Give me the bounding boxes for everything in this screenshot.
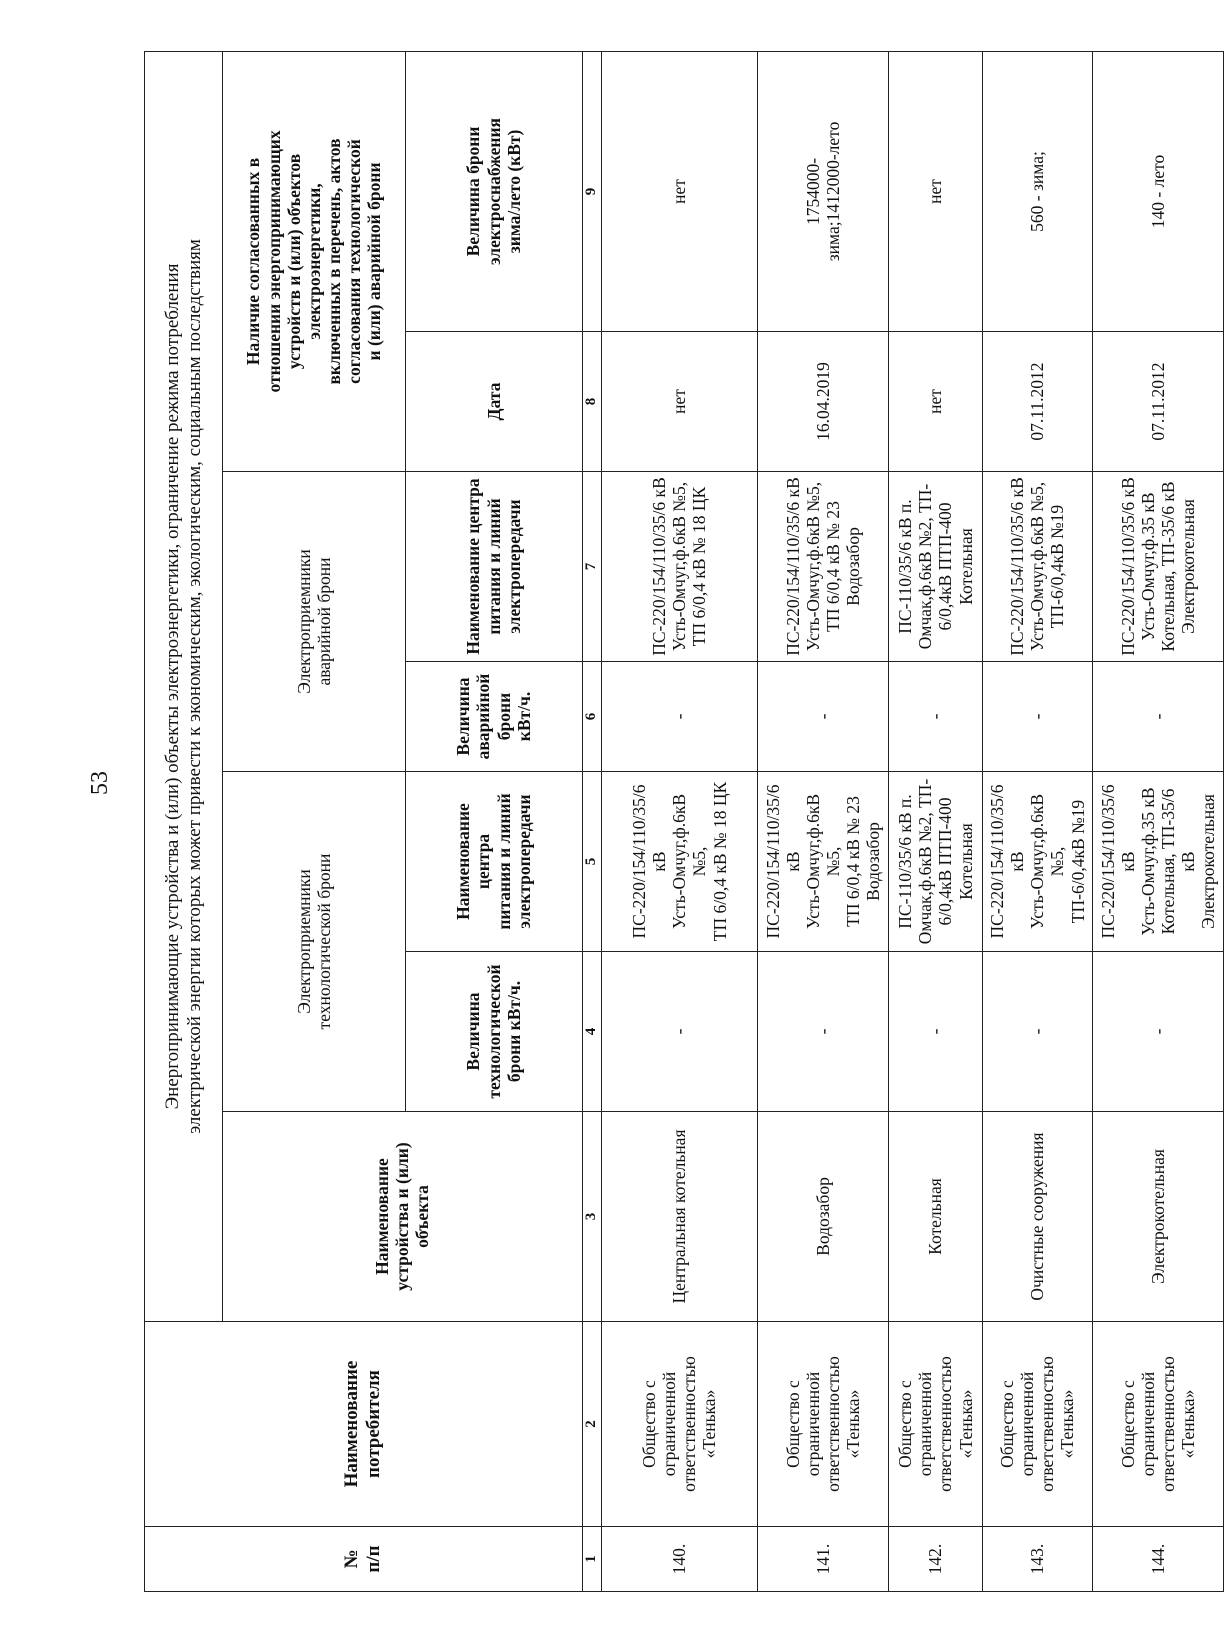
row-tech-center: ПС-220/154/110/35/6 кВ Усть-Омчуг,ф.6кВ №5, ТП 6/0,4 кВ № 23 Водозабор (758, 772, 889, 952)
row-tech-value: - (601, 952, 757, 1112)
row-date: 07.11.2012 (982, 332, 1092, 472)
header-device-name: Наименование устройства и (или) объекта (223, 1112, 583, 1322)
column-number: 4 (582, 952, 601, 1112)
page-number: 53 (87, 771, 113, 795)
energy-consumers-table (144, 51, 1224, 1592)
row-consumer: Общество с ограниченной ответственностью «Тенька» (758, 1322, 889, 1527)
row-device: Центральная котельная (601, 1112, 757, 1322)
row-date: 07.11.2012 (1092, 332, 1223, 472)
row-reserve: нет (601, 51, 757, 331)
row-emerg-value: - (1092, 662, 1223, 772)
rotated-table-container (144, 52, 1224, 1592)
row-tech-value: - (758, 952, 889, 1112)
row-tech-center: ПС-110/35/6 кВ п. Омчак,ф.6кВ №2, ТП- 6/0,4кВ ПТП-400 Котельная (889, 772, 983, 952)
row-reserve: нет (889, 51, 983, 331)
header-num: № п/п (145, 1527, 583, 1592)
row-consumer: Общество с ограниченной ответственностью «Тенька» (601, 1322, 757, 1527)
row-emerg-center: ПС-220/154/110/35/6 кВ Усть-Омчуг,ф.6кВ №5, ТП 6/0,4 кВ № 23 Водозабор (758, 472, 889, 662)
row-emerg-value: - (889, 662, 983, 772)
header-date: Дата (405, 332, 582, 472)
row-tech-value: - (1092, 952, 1223, 1112)
row-num: 140. (601, 1527, 757, 1592)
row-emerg-value: - (982, 662, 1092, 772)
row-emerg-center: ПС-220/154/110/35/6 кВ Усть-Омчуг,ф.6кВ №5, ТП-6/0,4кВ №19 (982, 472, 1092, 662)
row-reserve: 1754000- зима;1412000-лето (758, 51, 889, 331)
row-tech-center: ПС-220/154/110/35/6 кВ Усть-Омчуг,ф.6кВ №5, ТП-6/0,4кВ №19 (982, 772, 1092, 952)
header-main-title: Энергопринимающие устройства и (или) объекты электроэнергетики, ограничение режима потребления электрической энергии которых может привести к экономическим, экологическим, социальным последствиям (145, 51, 223, 1321)
row-tech-center: ПС-220/154/110/35/6 кВ Усть-Омчуг,ф.6кВ №5, ТП 6/0,4 кВ № 18 ЦК (601, 772, 757, 952)
header-tech-center: Наименование центра питания и линий электропередачи (405, 772, 582, 952)
row-reserve: 140 - лето (1092, 51, 1223, 331)
row-device: Котельная (889, 1112, 983, 1322)
row-date: нет (601, 332, 757, 472)
header-emerg-group: Электроприемники аварийной брони (223, 472, 405, 772)
row-tech-value: - (982, 952, 1092, 1112)
header-emerg-value: Величина аварийной брони кВт/ч. (405, 662, 582, 772)
table-row (982, 51, 1092, 1591)
column-number: 8 (582, 332, 601, 472)
row-consumer: Общество с ограниченной ответственностью «Тенька» (889, 1322, 983, 1527)
row-device: Очистные сооружения (982, 1112, 1092, 1322)
row-consumer: Общество с ограниченной ответственностью «Тенька» (1092, 1322, 1223, 1527)
column-number: 7 (582, 472, 601, 662)
table-row (601, 51, 757, 1591)
column-number: 1 (582, 1527, 601, 1592)
row-consumer: Общество с ограниченной ответственностью «Тенька» (982, 1322, 1092, 1527)
column-number: 2 (582, 1322, 601, 1527)
table-row (758, 51, 889, 1591)
row-tech-value: - (889, 952, 983, 1112)
row-tech-center: ПС-220/154/110/35/6 кВ Усть-Омчуг,ф.35 кВ Котельная, ТП-35/6 кВ Электрокотельная (1092, 772, 1223, 952)
row-emerg-value: - (758, 662, 889, 772)
row-emerg-center: ПС-220/154/110/35/6 кВ Усть-Омчуг,ф.35 кВ Котельная, ТП-35/6 кВ Электрокотельная (1092, 472, 1223, 662)
row-device: Электрокотельная (1092, 1112, 1223, 1322)
row-reserve: 560 - зима; (982, 51, 1092, 331)
column-number: 9 (582, 51, 601, 331)
row-date: нет (889, 332, 983, 472)
row-emerg-value: - (601, 662, 757, 772)
header-agreement: Наличие согласованных в отношении энергопринимающих устройств и (или) объектов электроэнергетики, включенных в перечень, актов согласования технологической и (или) аварийной брони (223, 51, 405, 471)
table-row (1092, 51, 1223, 1591)
row-emerg-center: ПС-110/35/6 кВ п. Омчак,ф.6кВ №2, ТП- 6/0,4кВ ПТП-400 Котельная (889, 472, 983, 662)
row-num: 142. (889, 1527, 983, 1592)
column-number: 5 (582, 772, 601, 952)
row-date: 16.04.2019 (758, 332, 889, 472)
header-reserve: Величина брони электроснабжения зима/лето (кВт) (405, 51, 582, 331)
header-tech-group: Электроприемники технологической брони (223, 772, 405, 1112)
row-num: 143. (982, 1527, 1092, 1592)
row-emerg-center: ПС-220/154/110/35/6 кВ Усть-Омчуг,ф.6кВ №5, ТП 6/0,4 кВ № 18 ЦК (601, 472, 757, 662)
header-emerg-center: Наименование центра питания и линий электропередачи (405, 472, 582, 662)
header-consumer: Наименование потребителя (145, 1322, 583, 1527)
row-num: 141. (758, 1527, 889, 1592)
row-device: Водозабор (758, 1112, 889, 1322)
column-number: 3 (582, 1112, 601, 1322)
row-num: 144. (1092, 1527, 1223, 1592)
header-tech-value: Величина технологической брони кВт/ч. (405, 952, 582, 1112)
column-number: 6 (582, 662, 601, 772)
table-row (889, 51, 983, 1591)
